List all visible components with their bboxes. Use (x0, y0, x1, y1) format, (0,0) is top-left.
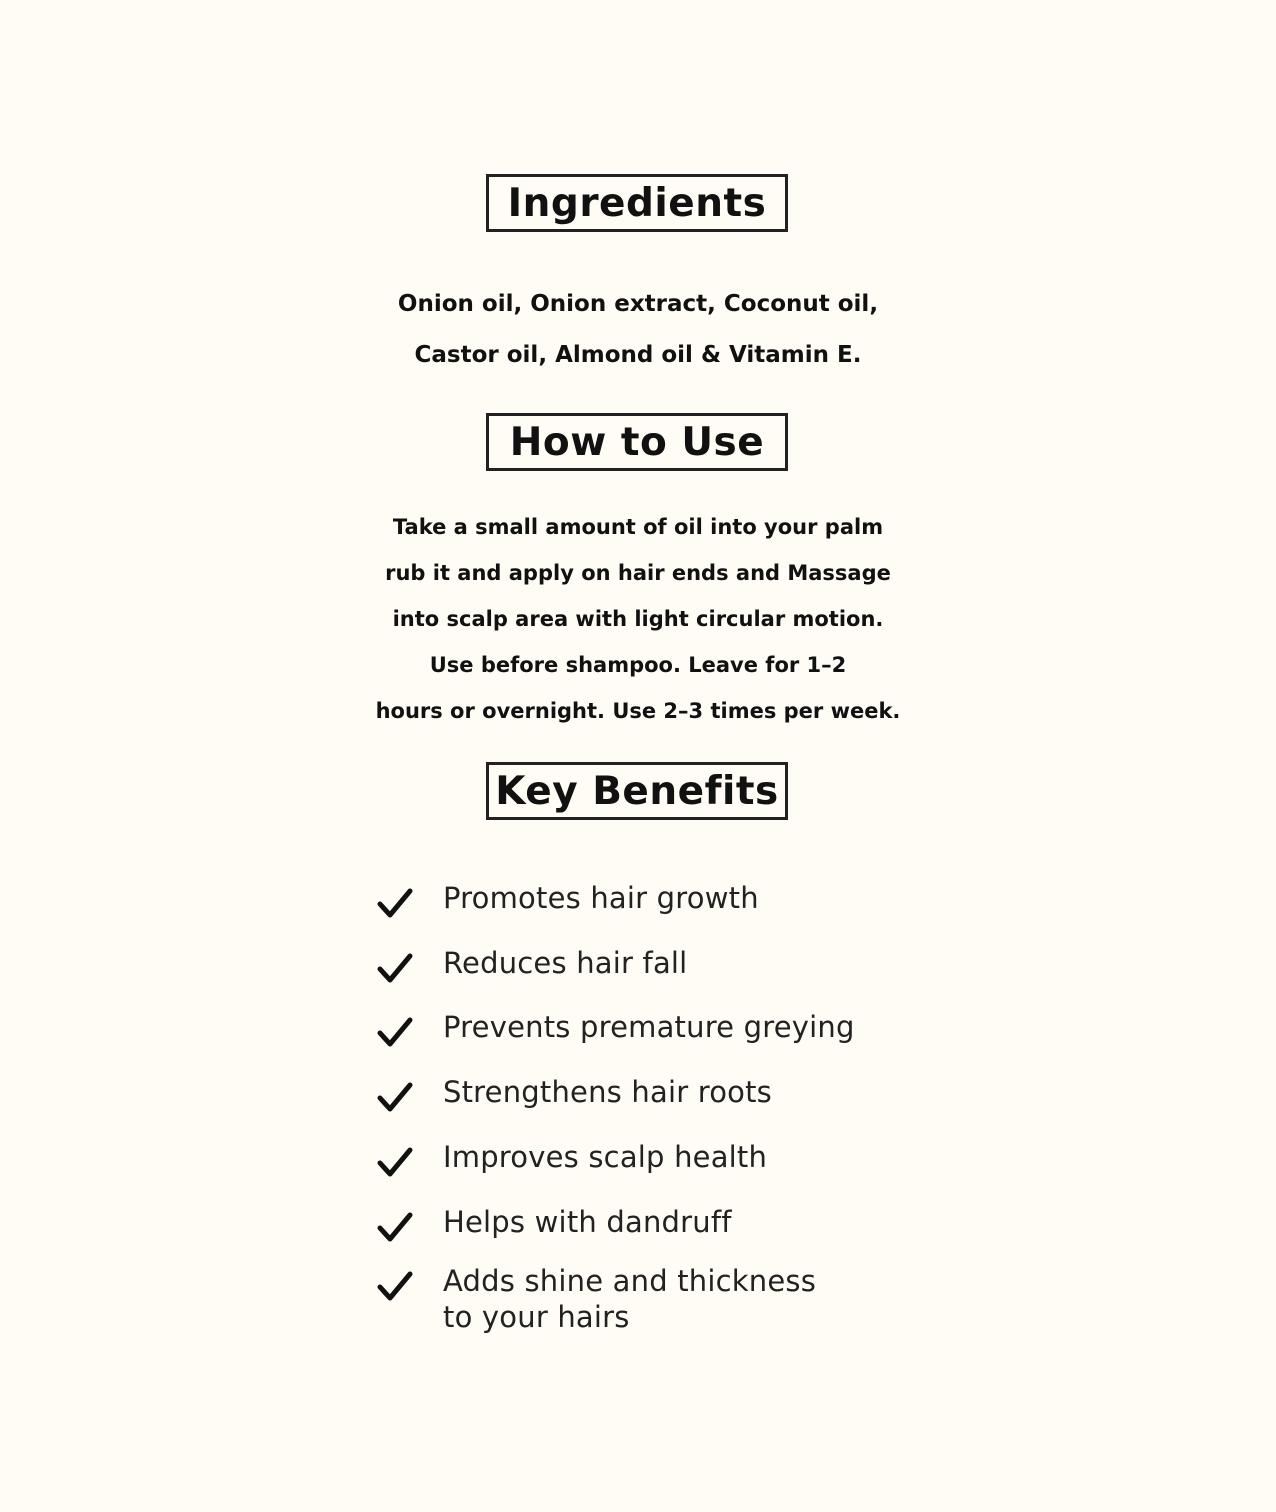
ingredients-line: Castor oil, Almond oil & Vitamin E. (414, 342, 862, 368)
benefit-item (376, 945, 976, 986)
key-benefits-heading: Key Benefits (486, 762, 788, 820)
how-to-use-line: Use before shampoo. Leave for 1–2 (429, 653, 847, 677)
how-to-use-line: into scalp area with light circular motion. (392, 607, 884, 631)
check-icon (376, 950, 414, 986)
benefit-label: Strengthens hair roots (443, 1075, 772, 1109)
benefit-label: Prevents premature greying (443, 1010, 855, 1044)
ingredients-line: Onion oil, Onion extract, Coconut oil, (397, 291, 879, 317)
how-to-use-line: Take a small amount of oil into your palm (392, 515, 884, 539)
benefit-label: Helps with dandruff (443, 1205, 732, 1239)
check-icon (376, 1209, 414, 1245)
how-to-use-heading: How to Use (486, 413, 788, 471)
check-icon (376, 1014, 414, 1050)
benefit-item (376, 1263, 846, 1335)
benefit-label: Adds shine and thickness to your hairs (443, 1264, 817, 1334)
how-to-use-line: rub it and apply on hair ends and Massage (385, 561, 891, 585)
ingredients-heading: Ingredients (486, 174, 788, 232)
check-icon (376, 1144, 414, 1180)
benefit-label: Promotes hair growth (443, 881, 759, 915)
ingredients-text (300, 279, 976, 381)
benefit-label: Reduces hair fall (443, 946, 688, 980)
check-icon (376, 885, 414, 921)
benefit-item (376, 1074, 976, 1115)
check-icon (376, 1079, 414, 1115)
benefit-item (376, 880, 976, 921)
benefit-label: Improves scalp health (443, 1140, 768, 1174)
check-icon (376, 1268, 414, 1304)
benefit-item (376, 1204, 976, 1245)
how-to-use-line: hours or overnight. Use 2–3 times per week. (375, 699, 901, 723)
benefit-item (376, 1009, 976, 1050)
benefit-item (376, 1139, 976, 1180)
how-to-use-text (300, 504, 976, 734)
